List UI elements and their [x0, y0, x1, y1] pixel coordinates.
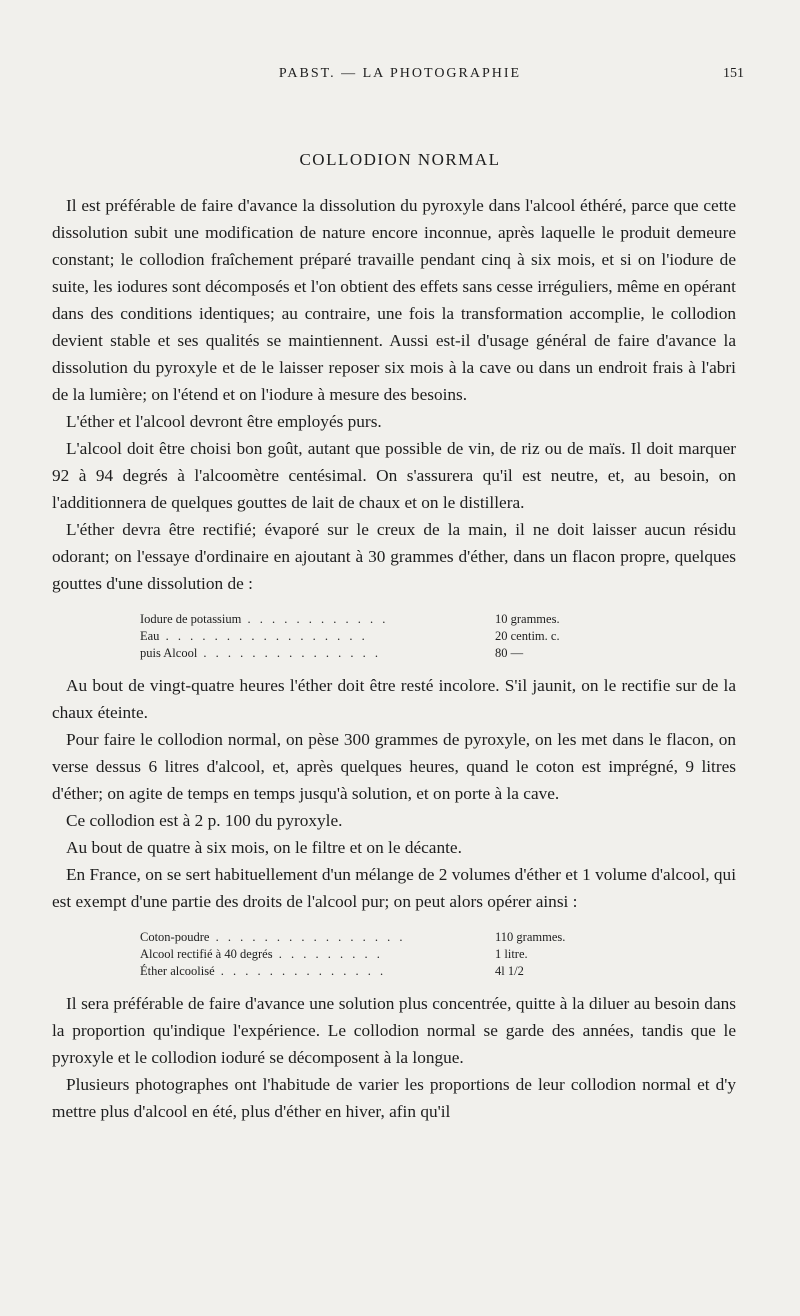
paragraph: Ce collodion est à 2 p. 100 du pyroxyle. — [66, 811, 343, 830]
paragraph: Il est préférable de faire d'avance la dissolution du pyroxyle dans l'alcool éthéré, parce que cette dissolution subit une modification de nature encore inconnue, après laquelle le produit demeure constant; le collodion fraîchement préparé travaille pendant cinq à six mois, et si on l'iodure de suite, les iodures sont décomposés et l'on obtient des effets sans cesse irréguliers, même en opérant dans des conditions identiques; au contraire, une fois la transformation accomplie, le collodion devient stable et ses qualités se maintiennent. Aussi est-il d'usage général de faire d'avance la dissolution du pyroxyle et de le laisser reposer six mois à la cave ou dans un endroit frais à l'abri de la lumière; on l'étend et on l'iodure à mesure des besoins. — [52, 196, 736, 404]
section-title: COLLODION NORMAL — [299, 150, 501, 169]
paragraph: En France, on se sert habituellement d'un mélange de 2 volumes d'éther et 1 volume d'alcool, qui est exempt d'une partie des droits de l'alcool pur; on peut alors opérer ainsi : — [52, 865, 736, 911]
formula-row — [140, 645, 580, 662]
formula-ingredient: Iodure de potassium . . . . . . . . . . . . — [140, 612, 389, 626]
formula-table-iodide — [140, 611, 580, 662]
running-head: PABST. — LA PHOTOGRAPHIE — [278, 66, 522, 81]
paragraph: L'éther et l'alcool devront être employés purs. — [66, 412, 382, 431]
formula-quantity: 110 grammes. — [495, 930, 566, 944]
formula-row — [140, 611, 580, 628]
formula-row — [140, 628, 580, 645]
formula-table-collodion — [140, 929, 580, 980]
paragraph: Plusieurs photographes ont l'habitude de varier les proportions de leur collodion normal et d'y mettre plus d'alcool en été, plus d'éther en hiver, afin qu'il — [52, 1075, 736, 1121]
formula-quantity: 1 litre. — [495, 947, 528, 961]
paragraph: Il sera préférable de faire d'avance une solution plus concentrée, quitte à la diluer au besoin dans la proportion qu'indique l'expérience. Le collodion normal se garde des années, tandis que le pyroxyle et le collodion ioduré se décomposent à la longue. — [52, 994, 736, 1067]
formula-quantity: 10 grammes. — [495, 612, 560, 626]
formula-row — [140, 929, 580, 946]
formula-row — [140, 946, 580, 963]
formula-ingredient: Alcool rectifié à 40 degrés . . . . . . . . . — [140, 947, 383, 961]
body-text — [52, 192, 736, 1125]
paragraph: Pour faire le collodion normal, on pèse 300 grammes de pyroxyle, on les met dans le flacon, on verse dessus 6 litres d'alcool, et, après quelques heures, quand le coton est imprégné, 9 litres d'éther; on agite de temps en temps jusqu'à solution, et on porte à la cave. — [52, 730, 736, 803]
formula-quantity: 80 — — [495, 646, 524, 660]
formula-ingredient: Coton-poudre . . . . . . . . . . . . . . . . — [140, 930, 406, 944]
formula-ingredient: puis Alcool . . . . . . . . . . . . . . . — [140, 646, 382, 660]
paragraph: L'éther devra être rectifié; évaporé sur le creux de la main, il ne doit laisser aucun résidu odorant; on l'essaye d'ordinaire en ajoutant à 30 grammes d'éther, dans un flacon propre, quelques gouttes d'une dissolution de : — [52, 520, 736, 593]
formula-quantity: 20 centim. c. — [495, 629, 560, 643]
formula-ingredient: Eau . . . . . . . . . . . . . . . . . — [140, 629, 368, 643]
paragraph: Au bout de quatre à six mois, on le filtre et on le décante. — [66, 838, 462, 857]
formula-ingredient: Éther alcoolisé . . . . . . . . . . . . . . — [140, 964, 387, 978]
formula-quantity: 4l 1/2 — [495, 964, 524, 978]
formula-row — [140, 963, 580, 980]
paragraph: L'alcool doit être choisi bon goût, autant que possible de vin, de riz ou de maïs. Il doit marquer 92 à 94 degrés à l'alcoomètre centésimal. On s'assurera qu'il est neutre, et, au besoin, on l'additionnera de quelques gouttes de lait de chaux et on le distillera. — [52, 439, 736, 512]
paragraph: Au bout de vingt-quatre heures l'éther doit être resté incolore. S'il jaunit, on le rectifie sur de la chaux éteinte. — [52, 676, 736, 722]
page-number: 151 — [723, 66, 744, 81]
